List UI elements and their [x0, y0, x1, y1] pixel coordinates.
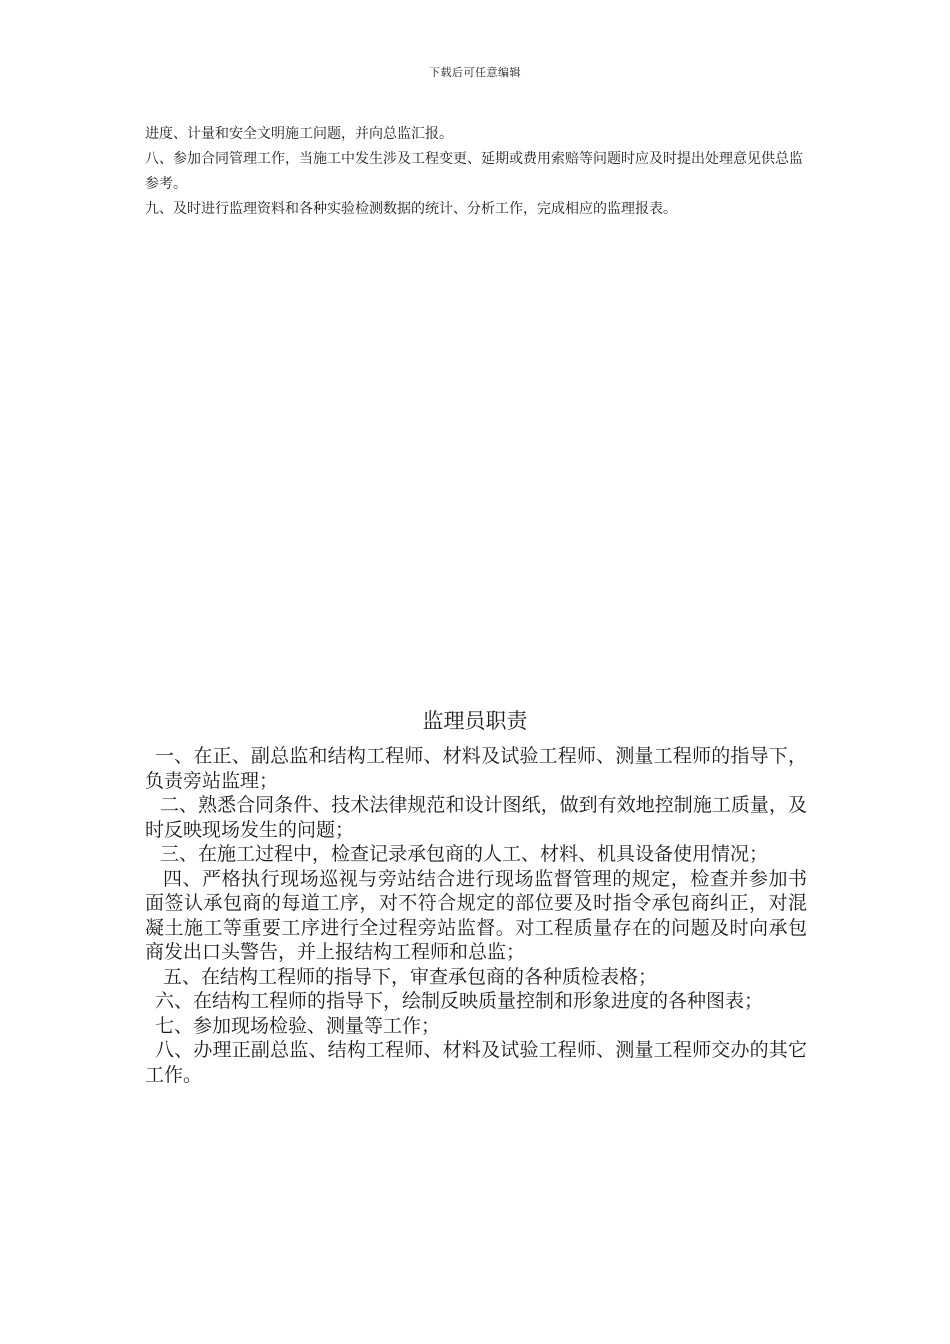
- duty-item-1: 一、在正、副总监和结构工程师、材料及试验工程师、测量工程师的指导下，负责旁站监理；: [145, 745, 807, 792]
- paragraph-continuation: 进度、计量和安全文明施工问题，并向总监汇报。: [145, 126, 453, 142]
- top-section: [145, 122, 805, 222]
- duty-item-5: 五、在结构工程师的指导下，审查承包商的各种质检表格；: [163, 965, 658, 988]
- paragraph-item-8: 八、参加合同管理工作，当施工中发生涉及工程变更、延期或费用索赔等问题时应及时提出处理意见供总监参考。: [145, 151, 803, 192]
- duty-item-2: 二、熟悉合同条件、技术法律规范和设计图纸，做到有效地控制施工质量，及时反映现场发生的问题；: [145, 794, 807, 841]
- duties-list: [145, 744, 807, 1087]
- section-title: 监理员职责: [422, 709, 528, 733]
- duty-item-8: 八、办理正副总监、结构工程师、材料及试验工程师、测量工程师交办的其它工作。: [145, 1039, 807, 1086]
- duty-item-7: 七、参加现场检验、测量等工作；: [155, 1014, 441, 1037]
- duty-item-4: 四、严格执行现场巡视与旁站结合进行现场监督管理的规定，检查并参加书面签认承包商的每道工序，对不符合规定的部位要及时指令承包商纠正，对混凝土施工等重要工序进行全过程旁站监督。对工程质量存在的问题及时向承包商发出口头警告，并上报结构工程师和总监；: [145, 867, 807, 963]
- duty-item-3: 三、在施工过程中，检查记录承包商的人工、材料、机具设备使用情况；: [160, 843, 769, 865]
- page-header: 下载后可任意编辑: [429, 66, 521, 79]
- paragraph-item-9: 九、及时进行监理资料和各种实验检测数据的统计、分析工作，完成相应的监理报表。: [145, 201, 677, 217]
- duty-item-6: 六、在结构工程师的指导下，绘制反映质量控制和形象进度的各种图表；: [155, 990, 764, 1012]
